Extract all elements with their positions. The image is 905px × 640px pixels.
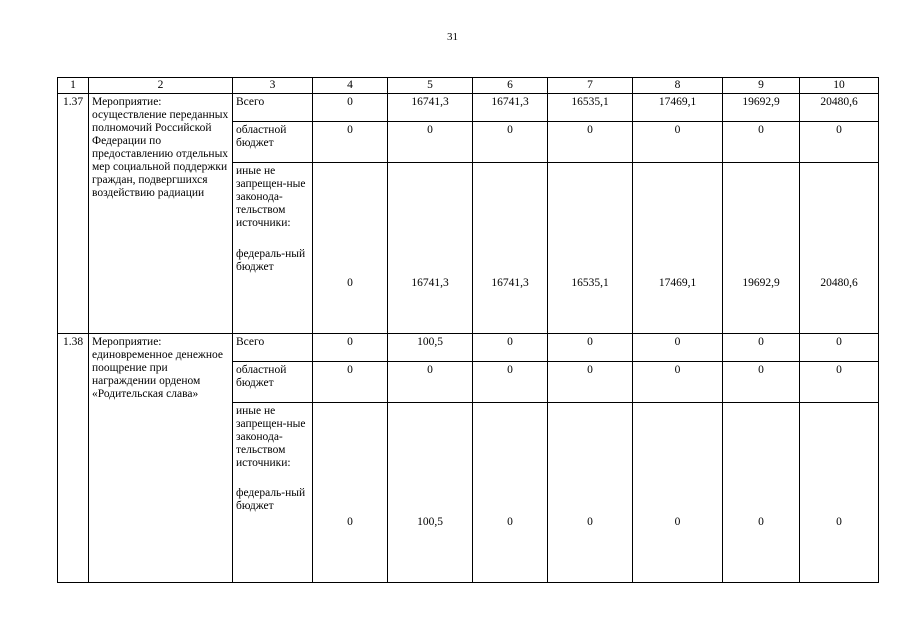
value-cell: 0 [723, 334, 800, 362]
value-cell: 16741,3 [473, 94, 548, 122]
value-cell: 0 [800, 362, 879, 403]
value-cell: 0 [800, 334, 879, 362]
source-sublabel: федераль-ный бюджет [236, 487, 306, 512]
measure-name: Мероприятие: единовременное денежное поощрение при награждении орденом «Родительская слава» [89, 334, 233, 583]
value-cell: 19692,9 [723, 94, 800, 122]
value-cell: 0 [633, 362, 723, 403]
value-cell: 20480,6 [800, 94, 879, 122]
value-cell: 0 [548, 334, 633, 362]
value-cell: 100,5 [388, 334, 473, 362]
value-cell: 0 [313, 403, 388, 583]
value-cell: 100,5 [388, 403, 473, 583]
value-cell: 0 [313, 334, 388, 362]
table-row [58, 94, 879, 122]
value-cell: 17469,1 [633, 94, 723, 122]
value-cell: 0 [548, 122, 633, 163]
header-cell: 8 [633, 78, 723, 94]
source-label: Всего [233, 334, 313, 362]
header-cell: 9 [723, 78, 800, 94]
value-cell: 16741,3 [388, 163, 473, 334]
header-cell: 5 [388, 78, 473, 94]
value-cell: 16535,1 [548, 94, 633, 122]
row-number: 1.37 [58, 94, 89, 334]
value-cell: 0 [473, 122, 548, 163]
value-cell: 0 [800, 403, 879, 583]
value-cell: 0 [723, 362, 800, 403]
source-label [233, 403, 313, 583]
value-cell: 0 [388, 362, 473, 403]
header-cell: 2 [89, 78, 233, 94]
source-label-main: иные не запрещен-ные законода-тельством источники: [236, 405, 306, 469]
value-cell: 0 [633, 403, 723, 583]
header-row [58, 78, 879, 94]
value-cell: 0 [473, 362, 548, 403]
value-cell: 0 [633, 122, 723, 163]
source-label-main: иные не запрещен-ные законода-тельством источники: [236, 165, 306, 229]
table-row [58, 334, 879, 362]
header-cell: 3 [233, 78, 313, 94]
header-cell: 4 [313, 78, 388, 94]
header-cell: 6 [473, 78, 548, 94]
value-cell: 0 [548, 403, 633, 583]
value-cell: 0 [313, 122, 388, 163]
value-cell: 0 [313, 362, 388, 403]
header-cell: 10 [800, 78, 879, 94]
header-cell: 7 [548, 78, 633, 94]
value-cell: 19692,9 [723, 163, 800, 334]
value-cell: 0 [473, 334, 548, 362]
value-cell: 16741,3 [388, 94, 473, 122]
source-label: областной бюджет [233, 122, 313, 163]
value-cell: 0 [313, 163, 388, 334]
budget-table [57, 77, 879, 583]
header-cell: 1 [58, 78, 89, 94]
value-cell: 0 [313, 94, 388, 122]
value-cell: 16741,3 [473, 163, 548, 334]
value-cell: 0 [723, 403, 800, 583]
value-cell: 0 [473, 403, 548, 583]
value-cell: 0 [388, 122, 473, 163]
value-cell: 0 [723, 122, 800, 163]
source-sublabel: федераль-ный бюджет [236, 248, 306, 273]
value-cell: 0 [548, 362, 633, 403]
row-number: 1.38 [58, 334, 89, 583]
value-cell: 0 [633, 334, 723, 362]
value-cell: 20480,6 [800, 163, 879, 334]
value-cell: 17469,1 [633, 163, 723, 334]
source-label: Всего [233, 94, 313, 122]
value-cell: 16535,1 [548, 163, 633, 334]
measure-name: Мероприятие: осуществление переданных полномочий Российской Федерации по предоставлению отдельных мер социальной поддержки граждан, подвергшихся воздействию радиации [89, 94, 233, 334]
source-label: областной бюджет [233, 362, 313, 403]
page-number: 31 [447, 31, 458, 43]
source-label [233, 163, 313, 334]
value-cell: 0 [800, 122, 879, 163]
